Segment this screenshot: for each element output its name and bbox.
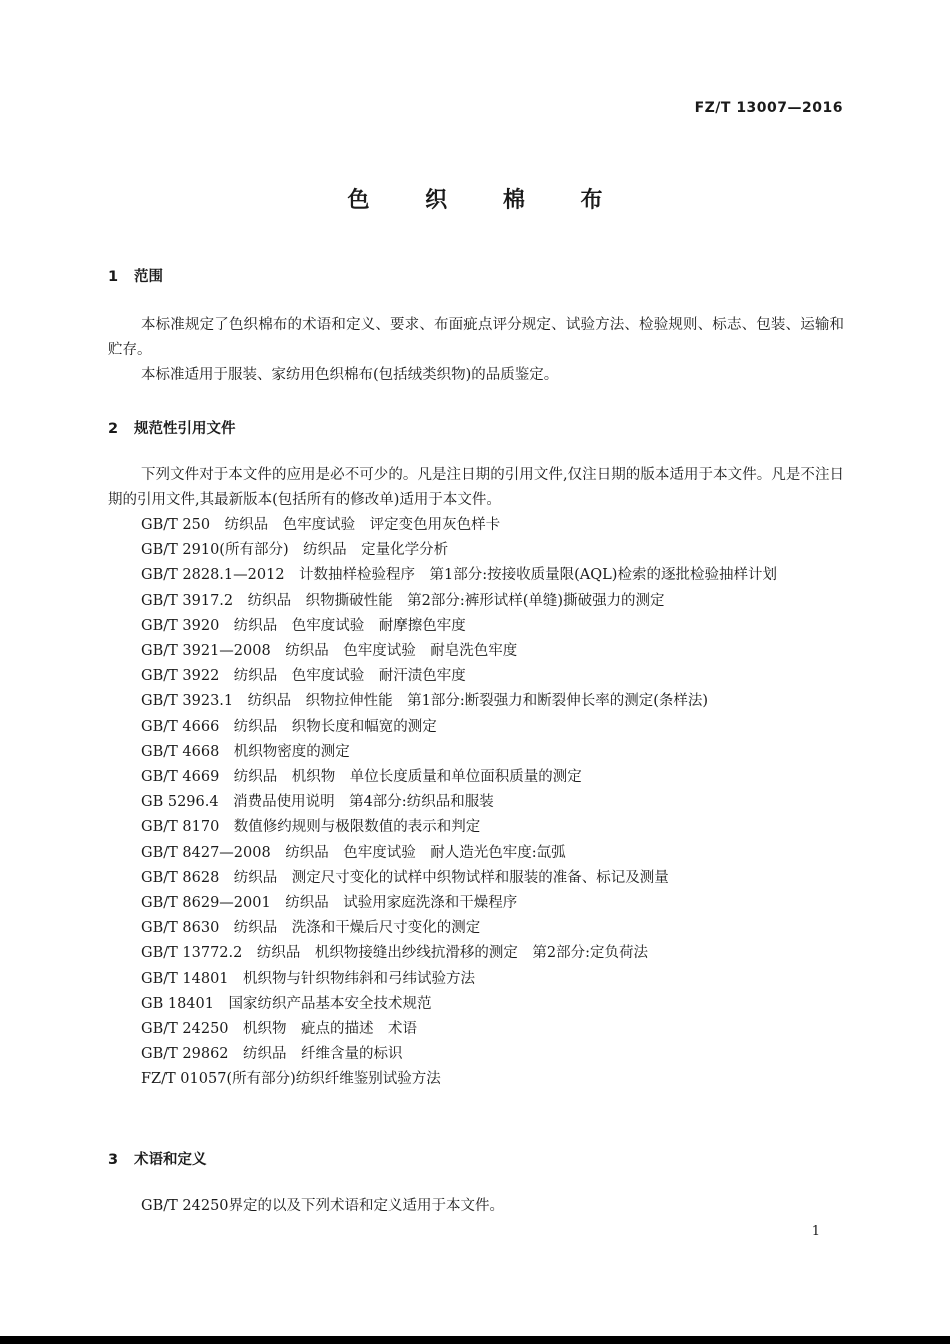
reference-item: GB/T 8629—2001 纺织品 试验用家庭洗涤和干燥程序 bbox=[141, 895, 518, 912]
reference-item: GB/T 3922 纺织品 色牢度试验 耐汗渍色牢度 bbox=[141, 668, 466, 685]
reference-item: GB/T 8427—2008 纺织品 色牢度试验 耐人造光色牢度:氙弧 bbox=[141, 844, 566, 861]
section-number: 1 bbox=[108, 269, 119, 285]
reference-item: GB/T 250 纺织品 色牢度试验 评定变色用灰色样卡 bbox=[141, 517, 501, 533]
reference-item: GB/T 4666 纺织品 织物长度和幅宽的测定 bbox=[141, 718, 437, 735]
reference-item: GB/T 3917.2 纺织品 织物撕破性能 第2部分:裤形试样(单缝)撕破强力的测定 bbox=[141, 592, 665, 609]
section-number: 2 bbox=[108, 421, 119, 437]
reference-item: FZ/T 01057(所有部分)纺织纤维鉴别试验方法 bbox=[141, 1071, 441, 1088]
document-title: 色 织 棉 布 bbox=[347, 188, 627, 213]
reference-item: GB/T 4669 纺织品 机织物 单位长度质量和单位面积质量的测定 bbox=[141, 769, 582, 786]
reference-item: GB/T 8628 纺织品 测定尺寸变化的试样中织物试样和服装的准备、标记及测量 bbox=[141, 869, 669, 886]
reference-item: GB/T 13772.2 纺织品 机织物接缝出纱线抗滑移的测定 第2部分:定负荷法 bbox=[141, 945, 648, 962]
reference-item: GB/T 8170 数值修约规则与极限数值的表示和判定 bbox=[141, 819, 481, 836]
section-2-heading bbox=[108, 417, 236, 438]
reference-item: GB/T 14801 机织物与针织物纬斜和弓纬试验方法 bbox=[141, 970, 476, 987]
section-1-paragraph-1: 本标准规定了色织棉布的术语和定义、要求、布面疵点评分规定、试验方法、检验规则、标志、包装、运输和贮存。 bbox=[108, 317, 844, 358]
standard-code: FZ/T 13007—2016 bbox=[694, 100, 843, 116]
reference-item: GB 18401 国家纺织产品基本安全技术规范 bbox=[141, 995, 432, 1012]
section-2-intro: 下列文件对于本文件的应用是必不可少的。凡是注日期的引用文件,仅注日期的版本适用于本文件。凡是不注日期的引用文件,其最新版本(包括所有的修改单)适用于本文件。 bbox=[108, 467, 844, 508]
reference-item: GB/T 24250 机织物 疵点的描述 术语 bbox=[141, 1021, 418, 1038]
reference-item: GB/T 4668 机织物密度的测定 bbox=[141, 743, 350, 760]
section-number: 3 bbox=[108, 1152, 119, 1168]
reference-item: GB 5296.4 消费品使用说明 第4部分:纺织品和服装 bbox=[141, 794, 494, 811]
reference-item: GB/T 3921—2008 纺织品 色牢度试验 耐皂洗色牢度 bbox=[141, 643, 518, 660]
reference-item: GB/T 8630 纺织品 洗涤和干燥后尺寸变化的测定 bbox=[141, 920, 481, 937]
reference-item: GB/T 3923.1 纺织品 织物拉伸性能 第1部分:断裂强力和断裂伸长率的测定(条样法) bbox=[141, 693, 709, 710]
section-3-intro: GB/T 24250界定的以及下列术语和定义适用于本文件。 bbox=[141, 1198, 505, 1214]
reference-item: GB/T 2828.1—2012 计数抽样检验程序 第1部分:按接收质量限(AQL)检索的逐批检验抽样计划 bbox=[141, 567, 777, 584]
page-number: 1 bbox=[811, 1224, 820, 1239]
bottom-border-bar bbox=[0, 1336, 950, 1344]
section-title: 术语和定义 bbox=[134, 1152, 207, 1168]
section-title: 范围 bbox=[134, 269, 163, 285]
reference-item: GB/T 29862 纺织品 纤维含量的标识 bbox=[141, 1046, 403, 1063]
normative-reference-list bbox=[108, 513, 844, 1093]
reference-item: GB/T 3920 纺织品 色牢度试验 耐摩擦色牢度 bbox=[141, 617, 466, 634]
section-title: 规范性引用文件 bbox=[134, 421, 236, 437]
reference-item: GB/T 2910(所有部分) 纺织品 定量化学分析 bbox=[141, 542, 449, 559]
section-3-heading bbox=[108, 1148, 207, 1169]
section-1-heading bbox=[108, 265, 163, 286]
section-1-paragraph-2: 本标准适用于服装、家纺用色织棉布(包括绒类织物)的品质鉴定。 bbox=[141, 367, 559, 383]
